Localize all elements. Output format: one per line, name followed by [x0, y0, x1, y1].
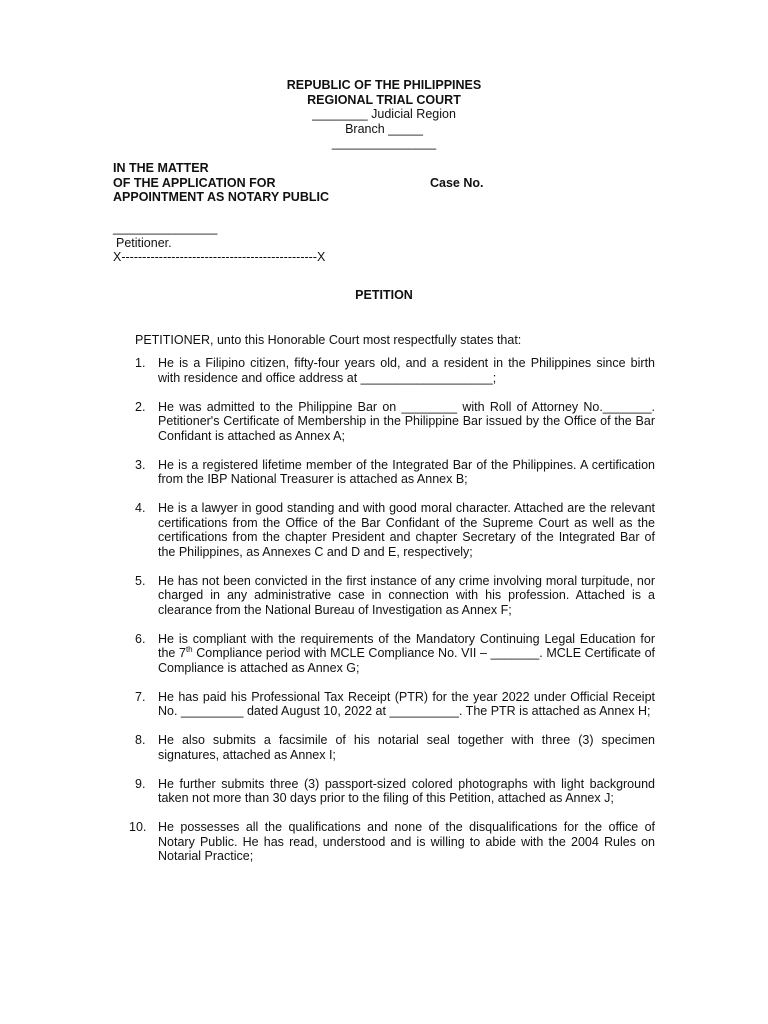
document-title: PETITION	[355, 288, 413, 302]
petition-items	[129, 356, 655, 878]
list-item	[135, 400, 655, 444]
item-text: He has not been convicted in the first instance of any crime involving moral turpitude, nor charged in any administrative case in connection with his profession. Attached is a clearance from the National Bureau of Investigation as Annex F;	[158, 573, 655, 617]
item-number: 10.	[129, 820, 147, 834]
court-header	[0, 78, 768, 151]
item-number: 6.	[135, 631, 146, 646]
item-text: He has paid his Professional Tax Receipt (PTR) for the year 2022 under Official Receipt No. _________ dated August 10, 2022 at __________. The PTR is attached as Annex H;	[158, 689, 655, 718]
petitioner-name-blank: _______________	[113, 221, 218, 235]
intro-paragraph: PETITIONER, unto this Honorable Court most respectfully states that:	[135, 333, 522, 347]
caption-line-3: APPOINTMENT AS NOTARY PUBLIC	[113, 190, 329, 204]
item-text-part-b: Compliance period with MCLE Compliance No. VII – _______. MCLE Certificate of Compliance is attached as Annex G;	[158, 646, 655, 675]
item-text: He possesses all the qualifications and none of the disqualifications for the office of Notary Public. He has read, understood and is willing to abide with the 2004 Rules on Notarial Practice;	[158, 820, 655, 863]
court-heading: REGIONAL TRIAL COURT	[307, 92, 461, 107]
ordinal-suffix: th	[185, 644, 193, 654]
caption-line-2-row	[113, 176, 673, 191]
petitioner-block	[113, 221, 413, 265]
item-number: 5.	[135, 573, 146, 588]
item-text: He also submits a facsimile of his notarial seal together with three (3) specimen signatures, attached as Annex I;	[158, 733, 655, 762]
item-number: 2.	[135, 399, 146, 414]
item-text-part-a: He is compliant with the requirements of the Mandatory Continuing Legal Education for the 7	[158, 631, 655, 660]
list-item	[135, 777, 655, 806]
list-item	[135, 458, 655, 487]
list-item	[135, 632, 655, 676]
list-item	[135, 501, 655, 559]
judicial-region-line: ________ Judicial Region	[312, 107, 456, 121]
case-caption	[113, 161, 673, 205]
item-number: 8.	[135, 733, 146, 747]
branch-line: Branch _____	[345, 121, 423, 136]
city-blank-line: _______________	[331, 136, 437, 150]
caption-line-2: OF THE APPLICATION FOR	[113, 175, 276, 190]
list-item	[135, 733, 655, 762]
list-item	[135, 356, 655, 385]
item-number: 7.	[135, 689, 146, 704]
item-number: 1.	[135, 356, 146, 370]
item-text: He was admitted to the Philippine Bar on ________ with Roll of Attorney No._______. Petitioner's Certificate of Membership in the Philippine Bar issued by the Office of the Bar Confidant is attached as Annex A;	[158, 399, 655, 443]
item-number: 3.	[135, 457, 146, 472]
item-number: 9.	[135, 776, 146, 791]
item-text: He is a lawyer in good standing and with good moral character. Attached are the relevant certifications from the Office of the Bar Confidant of the Supreme Court as well as the certifications from the chapter President and chapter Secretary of the Integrated Bar of the Philippines, as Annexes C and D and E, respectively;	[158, 501, 655, 559]
list-item	[135, 690, 655, 719]
item-text: He is a Filipino citizen, fifty-four years old, and a resident in the Philippines since birth with residence and office address at ___________________;	[158, 356, 655, 385]
caption-divider: X-----------------------------------------------X	[113, 250, 326, 264]
petitioner-label: Petitioner.	[116, 235, 172, 250]
republic-heading: REPUBLIC OF THE PHILIPPINES	[286, 78, 482, 92]
item-number: 4.	[135, 501, 146, 515]
item-text: He further submits three (3) passport-sized colored photographs with light background taken not more than 30 days prior to the filing of this Petition, attached as Annex J;	[158, 776, 655, 805]
item-text: He is a registered lifetime member of the Integrated Bar of the Philippines. A certification from the IBP National Treasurer is attached as Annex B;	[158, 457, 655, 486]
list-item	[135, 574, 655, 618]
list-item	[129, 820, 655, 864]
caption-line-1: IN THE MATTER	[113, 161, 209, 175]
case-number-label: Case No.	[430, 175, 484, 190]
